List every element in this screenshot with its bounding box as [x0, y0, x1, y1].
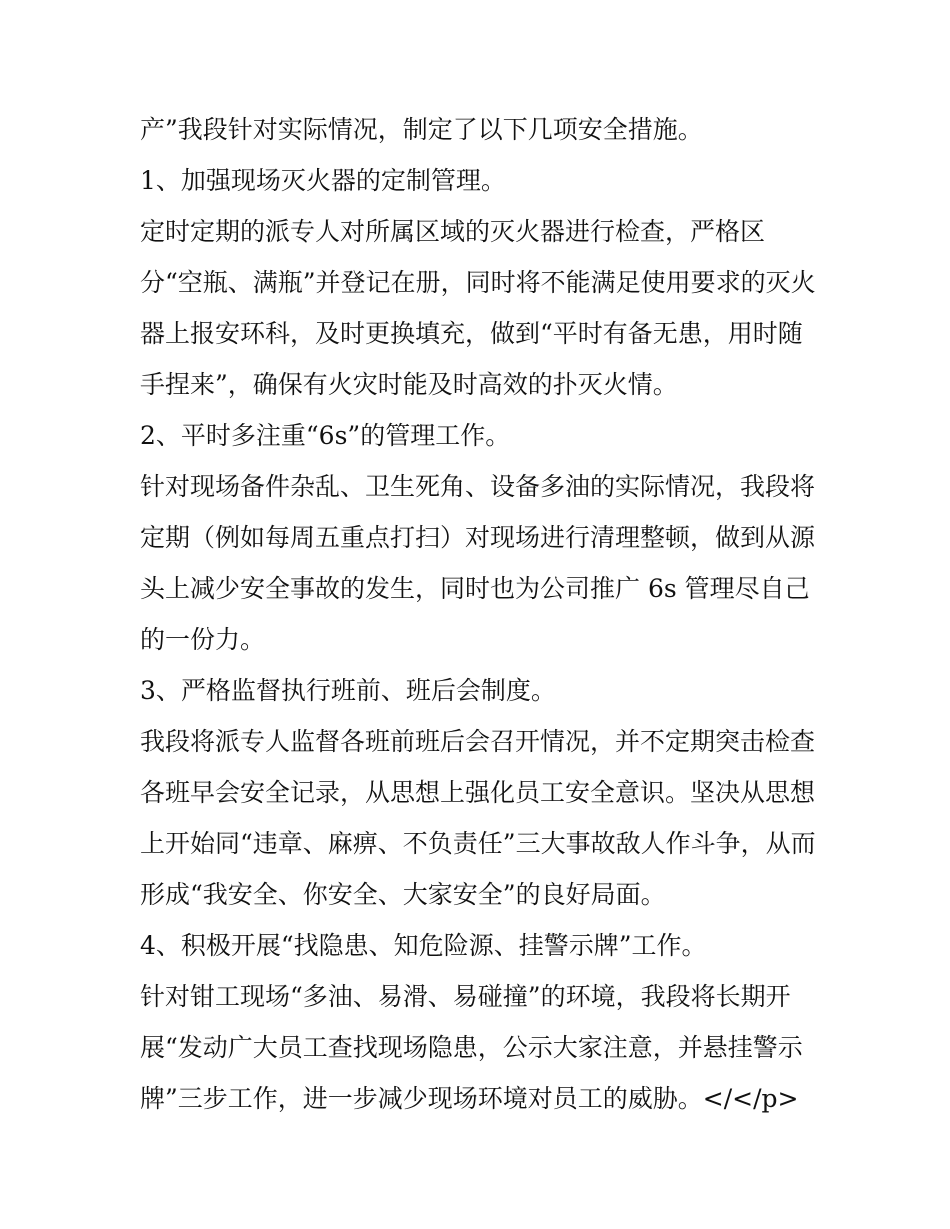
text-line: 我段将派专人监督各班前班后会召开情况，并不定期突击检查 [140, 727, 816, 756]
text-line: 定时定期的派专人对所属区域的灭火器进行检查，严格区 [140, 217, 766, 246]
section-heading: 1、加强现场灭火器的定制管理。 [140, 166, 506, 195]
text-line: 产”我段针对实际情况，制定了以下几项安全措施。 [140, 115, 703, 144]
text-line: 形成“我安全、你安全、大家安全”的良好局面。 [140, 880, 666, 909]
text-line: 分“空瓶、满瓶”并登记在册，同时将不能满足使用要求的灭火 [140, 268, 816, 297]
text-line: 展“发动广大员工查找现场隐患，公示大家注意，并悬挂警示 [140, 1033, 803, 1062]
text-line: 手捏来”，确保有火灾时能及时高效的扑灭火情。 [140, 370, 678, 399]
text-line: 各班早会安全记录，从思想上强化员工安全意识。坚决从思想 [140, 778, 816, 807]
text-line: 的一份力。 [140, 625, 266, 654]
text-line: 针对现场备件杂乱、卫生死角、设备多油的实际情况，我段将 [140, 472, 816, 501]
section-heading: 3、严格监督执行班前、班后会制度。 [140, 676, 556, 705]
section-heading: 2、平时多注重“6s”的管理工作。 [140, 421, 511, 450]
text-line: 牌”三步工作，进一步减少现场环境对员工的威胁。</</p> [140, 1084, 799, 1113]
document-body [140, 104, 830, 1124]
text-line: 针对钳工现场“多油、易滑、易碰撞”的环境，我段将长期开 [140, 982, 791, 1011]
section-heading: 4、积极开展“找隐患、知危险源、挂警示牌”工作。 [140, 931, 707, 960]
text-line: 头上减少安全事故的发生，同时也为公司推广 6s 管理尽自己 [140, 574, 810, 603]
text-line: 定期（例如每周五重点打扫）对现场进行清理整顿，做到从源 [140, 523, 816, 552]
text-line: 器上报安环科，及时更换填充，做到“平时有备无患，用时随 [140, 319, 803, 348]
text-line: 上开始同“违章、麻痹、不负责任”三大事故敌人作斗争，从而 [140, 829, 816, 858]
